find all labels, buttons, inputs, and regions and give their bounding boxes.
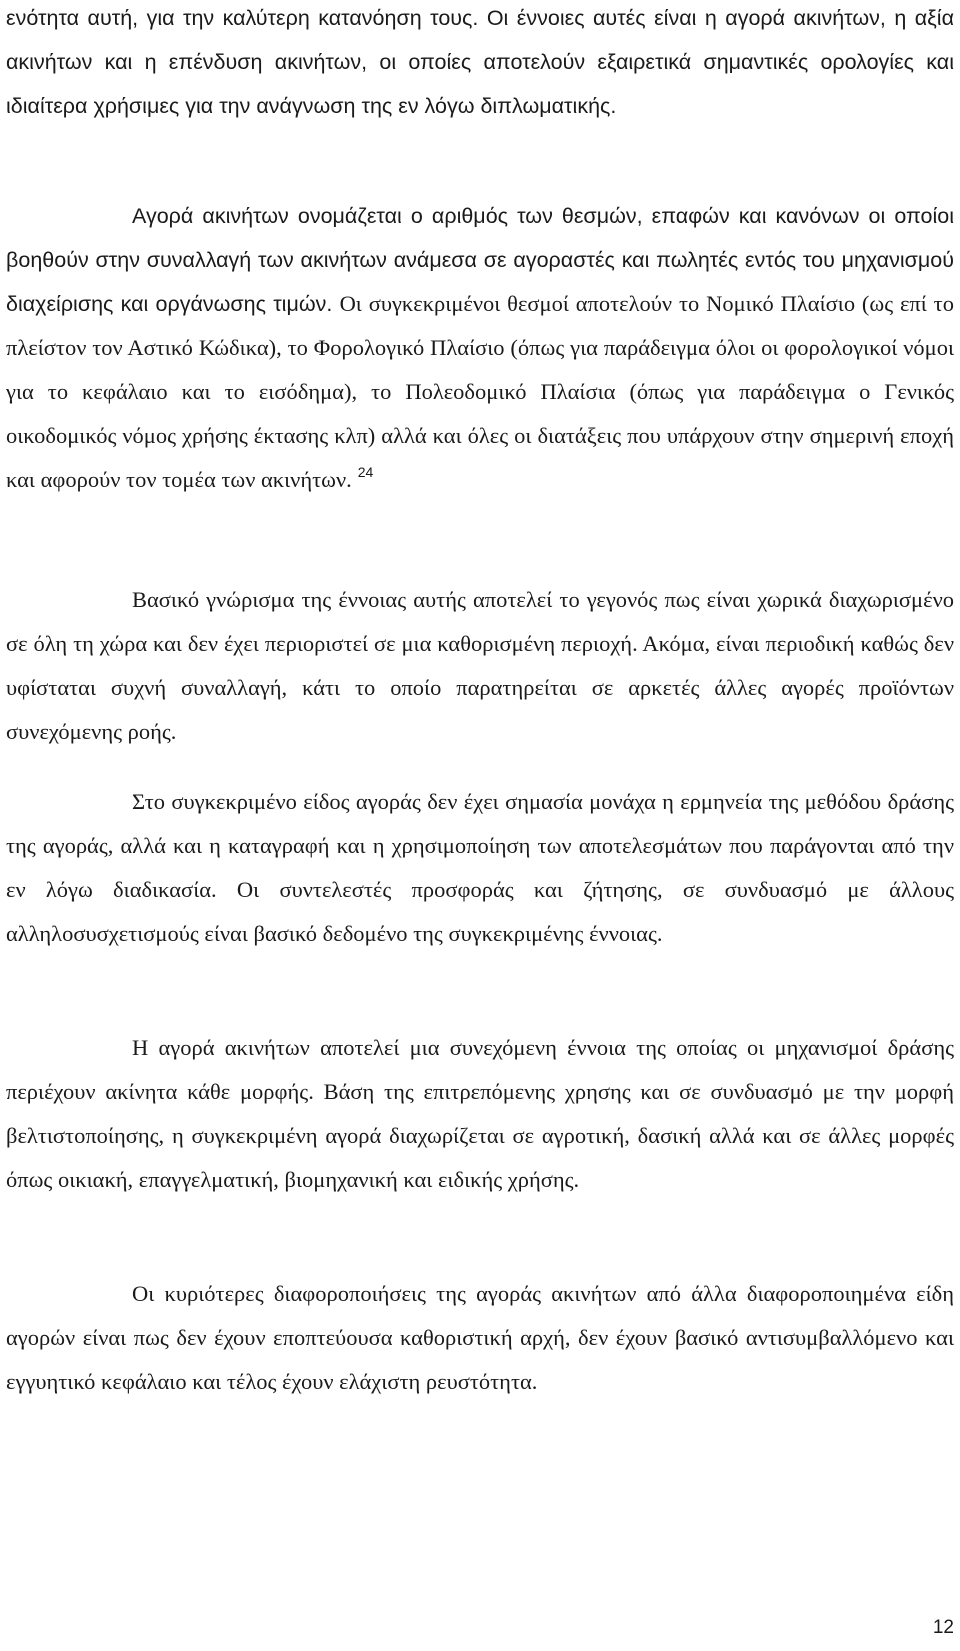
paragraph-market-method: Στο συγκεκριμένο είδος αγοράς δεν έχει σημασία μονάχα η ερμηνεία της μεθόδου δράσης της αγοράς, αλλά και η καταγραφή και η χρησιμοποίηση των αποτελεσμάτων που παράγονται από την εν λόγω διαδικασία. Οι συντελεστές προσφοράς και ζήτησης, σε συνδυασμό με άλλους αλληλοσυσχετισμούς είναι βασικό δεδομένο της συγκεκριμένης έννοιας. xyxy=(6,789,954,946)
footnote-reference: 24 xyxy=(357,464,374,480)
paragraph-market-types: Η αγορά ακινήτων αποτελεί μια συνεχόμενη έννοια της οποίας οι μηχανισμοί δράσης περιέχουν ακίνητα κάθε μορφής. Βάση της επιτρεπόμενης χρησης και σε συνδυασμό με την μορφή βελτιστοποίησης, η συγκεκριμένη αγορά διαχωρίζεται σε αγροτική, δασική αλλά και σε άλλες μορφές όπως οικιακή, επαγγελματική, βιομηχανική και ειδικής χρήσης. xyxy=(6,1035,954,1192)
paragraph-market-differences: Οι κυριότερες διαφοροποιήσεις της αγοράς ακινήτων από άλλα διαφοροποιημένα είδη αγορών είναι πως δεν έχουν εποπτεύουσα καθοριστική αρχή, δεν έχουν βασικό αντισυμβαλλόμενο και εγγυητικό κεφάλαιο και τέλος έχουν ελάχιστη ρευστότητα. xyxy=(6,1281,954,1394)
page-number: 12 xyxy=(932,1617,954,1638)
paragraph-key-feature: Βασικό γνώρισμα της έννοιας αυτής αποτελεί το γεγονός πως είναι χωρικά διαχωρισμένο σε όλη τη χώρα και δεν έχει περιοριστεί σε μια καθορισμένη περιοχή. Ακόμα, είναι περιοδική καθώς δεν υφίσταται συχνή συναλλαγή, κάτι το οποίο παρατηρείται σε αρκετές άλλες αγορές προϊόντων συνεχόμενης ροής. xyxy=(6,587,954,744)
paragraph-definition-sentence: Αγορά ακινήτων ονομάζεται ο αριθμός των θεσμών, επαφών και κανόνων οι οποίοι βοηθούν στην συναλλαγή των ακινήτων ανάμεσα σε αγοραστές και πωλητές εντός του μηχανισμού διαχείρισης και οργάνωσης τιμών. xyxy=(6,204,954,316)
paragraph-real-estate-market-definition xyxy=(6,194,954,502)
paragraph-institutions-sentence: Οι συγκεκριμένοι θεσμοί αποτελούν το Νομικό Πλαίσιο (ως επί το πλείστον τον Αστικό Κώδικα), το Φορολογικό Πλαίσιο (όπως για παράδειγμα όλοι οι φορολογικοί νόμοι για το κεφάλαιο και το εισόδημα), το Πολεοδομικό Πλαίσια (όπως για παράδειγμα ο Γενικός οικοδομικός νόμος χρήσης έκτασης κλπ) αλλά και όλες οι διατάξεις που υπάρχουν στην σημερινή εποχή και αφορούν τον τομέα των ακινήτων. xyxy=(6,291,954,492)
paragraph-intro: ενότητα αυτή, για την καλύτερη κατανόηση τους. Οι έννοιες αυτές είναι η αγορά ακινήτων, η αξία ακινήτων και η επένδυση ακινήτων, οι οποίες αποτελούν εξαιρετικά σημαντικές ορολογίες και ιδιαίτερα χρήσιμες για την ανάγνωση της εν λόγω διπλωματικής. xyxy=(6,6,954,118)
